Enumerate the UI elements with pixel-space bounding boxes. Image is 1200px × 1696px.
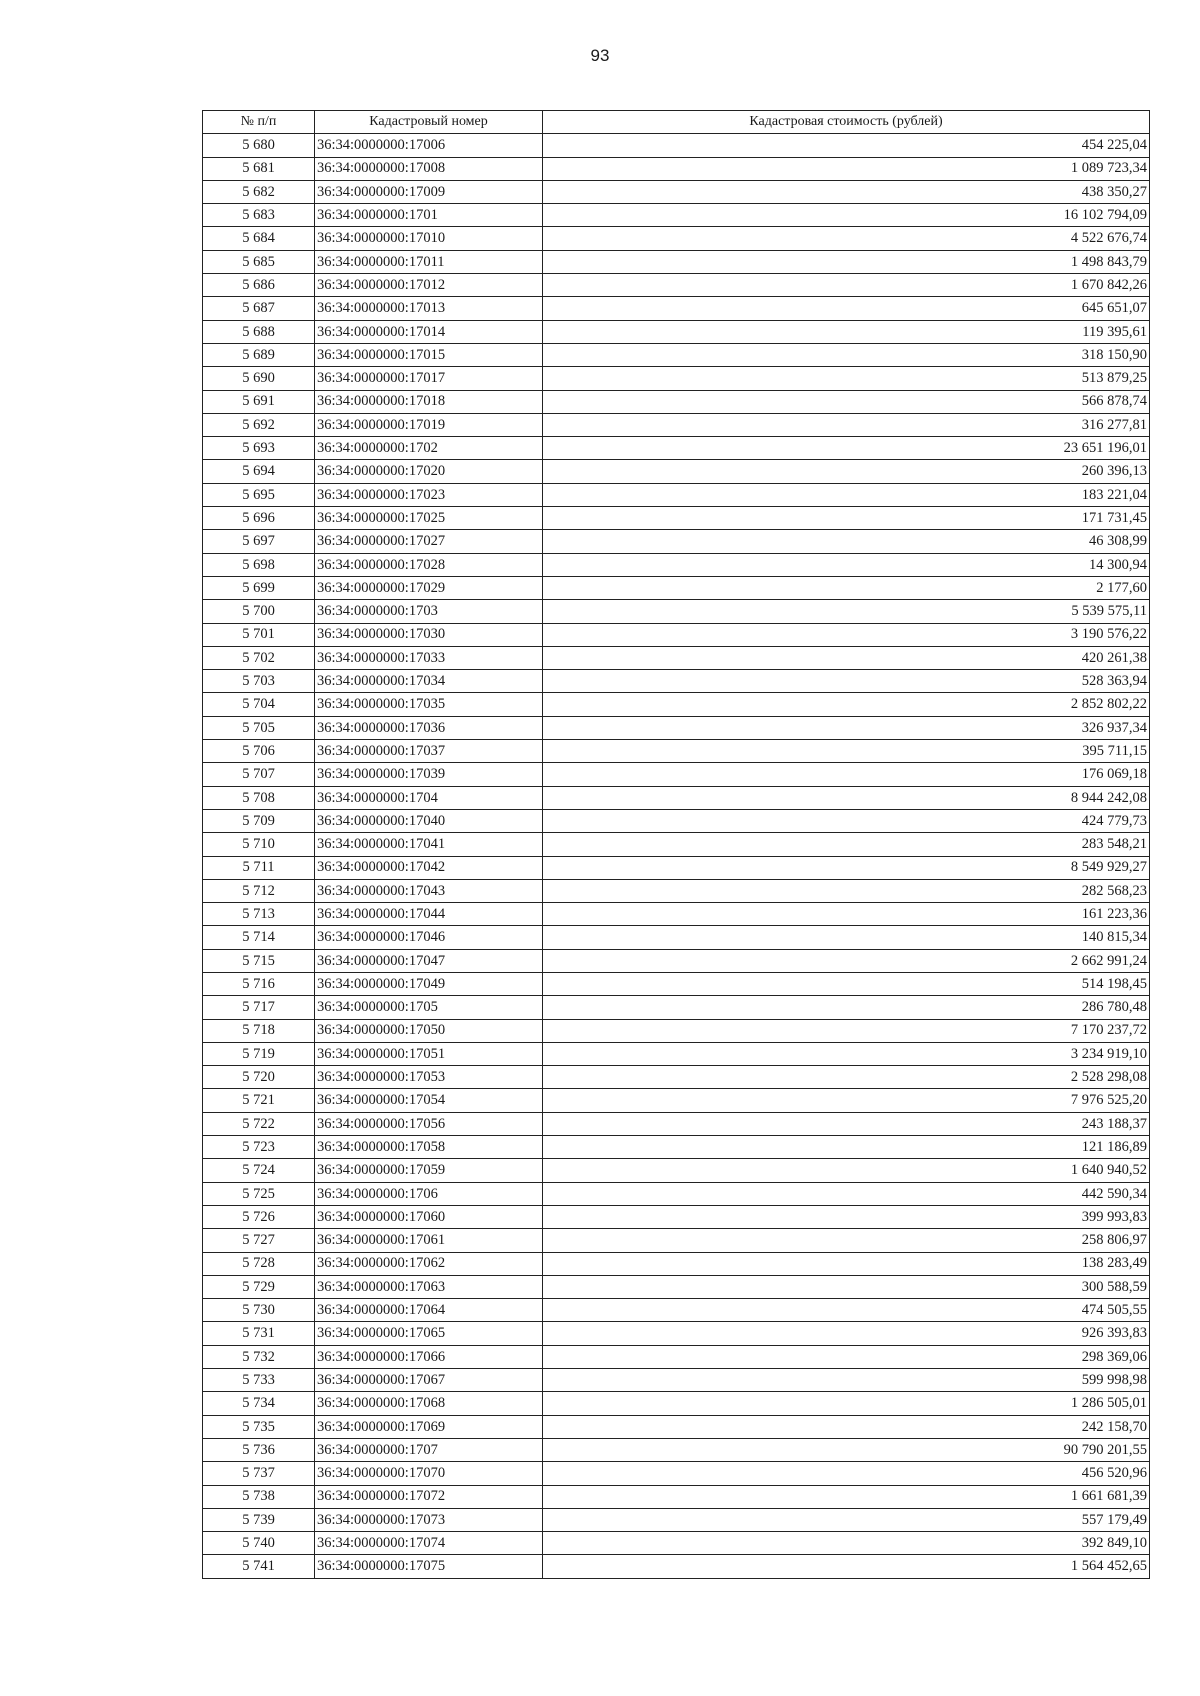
- table-row: [203, 1042, 1150, 1065]
- cadastral-number-cell: 36:34:0000000:17009: [315, 180, 543, 203]
- table-row: [203, 1462, 1150, 1485]
- cadastral-value-cell: 424 779,73: [543, 809, 1150, 832]
- row-number-cell: 5 687: [203, 297, 315, 320]
- row-number-cell: 5 693: [203, 437, 315, 460]
- cadastral-number-cell: 36:34:0000000:17028: [315, 553, 543, 576]
- cadastral-value-cell: 926 393,83: [543, 1322, 1150, 1345]
- cadastral-number-cell: 36:34:0000000:17062: [315, 1252, 543, 1275]
- cadastral-number-cell: 36:34:0000000:17074: [315, 1532, 543, 1555]
- row-number-cell: 5 735: [203, 1415, 315, 1438]
- cadastral-value-cell: 14 300,94: [543, 553, 1150, 576]
- cadastral-value-cell: 5 539 575,11: [543, 600, 1150, 623]
- cadastral-value-cell: 7 170 237,72: [543, 1019, 1150, 1042]
- row-number-cell: 5 712: [203, 879, 315, 902]
- cadastral-number-cell: 36:34:0000000:17029: [315, 576, 543, 599]
- table-row: [203, 1485, 1150, 1508]
- table-row: [203, 390, 1150, 413]
- table-row: [203, 1066, 1150, 1089]
- cadastral-value-cell: 392 849,10: [543, 1532, 1150, 1555]
- cadastral-number-cell: 36:34:0000000:17060: [315, 1205, 543, 1228]
- cadastral-number-cell: 36:34:0000000:17046: [315, 926, 543, 949]
- cadastral-value-cell: 90 790 201,55: [543, 1438, 1150, 1461]
- cadastral-number-cell: 36:34:0000000:17035: [315, 693, 543, 716]
- table-row: [203, 646, 1150, 669]
- row-number-cell: 5 688: [203, 320, 315, 343]
- cadastral-number-cell: 36:34:0000000:17070: [315, 1462, 543, 1485]
- cadastral-value-cell: 300 588,59: [543, 1275, 1150, 1298]
- cadastral-value-cell: 645 651,07: [543, 297, 1150, 320]
- cadastral-value-cell: 395 711,15: [543, 740, 1150, 763]
- cadastral-value-cell: 176 069,18: [543, 763, 1150, 786]
- table-row: [203, 763, 1150, 786]
- cadastral-number-cell: 36:34:0000000:17012: [315, 274, 543, 297]
- row-number-cell: 5 728: [203, 1252, 315, 1275]
- cadastral-value-cell: 1 640 940,52: [543, 1159, 1150, 1182]
- row-number-cell: 5 723: [203, 1136, 315, 1159]
- cadastral-number-cell: 36:34:0000000:17013: [315, 297, 543, 320]
- table-row: [203, 460, 1150, 483]
- cadastral-number-cell: 36:34:0000000:17039: [315, 763, 543, 786]
- table-row: [203, 180, 1150, 203]
- cadastral-number-cell: 36:34:0000000:17072: [315, 1485, 543, 1508]
- cadastral-value-cell: 474 505,55: [543, 1299, 1150, 1322]
- header-cadastral-value: Кадастровая стоимость (рублей): [543, 111, 1150, 134]
- cadastral-value-cell: 7 976 525,20: [543, 1089, 1150, 1112]
- table-row: [203, 1182, 1150, 1205]
- cadastral-number-cell: 36:34:0000000:17069: [315, 1415, 543, 1438]
- row-number-cell: 5 698: [203, 553, 315, 576]
- page-number: 93: [590, 46, 610, 65]
- row-number-cell: 5 734: [203, 1392, 315, 1415]
- cadastral-number-cell: 36:34:0000000:1705: [315, 996, 543, 1019]
- table-row: [203, 1415, 1150, 1438]
- cadastral-value-cell: 438 350,27: [543, 180, 1150, 203]
- cadastral-value-cell: 4 522 676,74: [543, 227, 1150, 250]
- cadastral-value-cell: 3 234 919,10: [543, 1042, 1150, 1065]
- table-row: [203, 1205, 1150, 1228]
- row-number-cell: 5 731: [203, 1322, 315, 1345]
- row-number-cell: 5 724: [203, 1159, 315, 1182]
- cadastral-value-cell: 1 089 723,34: [543, 157, 1150, 180]
- table-body: [203, 134, 1150, 1578]
- cadastral-number-cell: 36:34:0000000:17061: [315, 1229, 543, 1252]
- table-row: [203, 483, 1150, 506]
- table-header-row: [203, 111, 1150, 134]
- table-row: [203, 204, 1150, 227]
- table-row: [203, 157, 1150, 180]
- cadastral-value-cell: 119 395,61: [543, 320, 1150, 343]
- cadastral-value-cell: 420 261,38: [543, 646, 1150, 669]
- cadastral-number-cell: 36:34:0000000:17056: [315, 1112, 543, 1135]
- table-row: [203, 1555, 1150, 1578]
- table-row: [203, 740, 1150, 763]
- cadastral-value-cell: 1 670 842,26: [543, 274, 1150, 297]
- row-number-cell: 5 707: [203, 763, 315, 786]
- table-row: [203, 1299, 1150, 1322]
- table-row: [203, 507, 1150, 530]
- cadastral-number-cell: 36:34:0000000:17034: [315, 670, 543, 693]
- cadastral-value-cell: 566 878,74: [543, 390, 1150, 413]
- table-row: [203, 437, 1150, 460]
- table-row: [203, 693, 1150, 716]
- cadastral-number-cell: 36:34:0000000:17047: [315, 949, 543, 972]
- cadastral-number-cell: 36:34:0000000:17010: [315, 227, 543, 250]
- cadastral-number-cell: 36:34:0000000:17036: [315, 716, 543, 739]
- row-number-cell: 5 699: [203, 576, 315, 599]
- cadastral-value-cell: 528 363,94: [543, 670, 1150, 693]
- table-row: [203, 576, 1150, 599]
- row-number-cell: 5 740: [203, 1532, 315, 1555]
- table-row: [203, 1136, 1150, 1159]
- row-number-cell: 5 715: [203, 949, 315, 972]
- row-number-cell: 5 703: [203, 670, 315, 693]
- cadastral-number-cell: 36:34:0000000:17065: [315, 1322, 543, 1345]
- cadastral-value-cell: 46 308,99: [543, 530, 1150, 553]
- row-number-cell: 5 713: [203, 903, 315, 926]
- cadastral-number-cell: 36:34:0000000:17075: [315, 1555, 543, 1578]
- cadastral-number-cell: 36:34:0000000:17063: [315, 1275, 543, 1298]
- cadastral-value-cell: 171 731,45: [543, 507, 1150, 530]
- cadastral-value-cell: 283 548,21: [543, 833, 1150, 856]
- cadastral-number-cell: 36:34:0000000:17030: [315, 623, 543, 646]
- cadastral-number-cell: 36:34:0000000:17058: [315, 1136, 543, 1159]
- cadastral-value-cell: 2 528 298,08: [543, 1066, 1150, 1089]
- row-number-cell: 5 681: [203, 157, 315, 180]
- row-number-cell: 5 697: [203, 530, 315, 553]
- table-row: [203, 1089, 1150, 1112]
- cadastral-number-cell: 36:34:0000000:17050: [315, 1019, 543, 1042]
- row-number-cell: 5 717: [203, 996, 315, 1019]
- cadastral-value-cell: 2 662 991,24: [543, 949, 1150, 972]
- row-number-cell: 5 704: [203, 693, 315, 716]
- row-number-cell: 5 710: [203, 833, 315, 856]
- cadastral-number-cell: 36:34:0000000:17025: [315, 507, 543, 530]
- cadastral-value-cell: 8 549 929,27: [543, 856, 1150, 879]
- cadastral-number-cell: 36:34:0000000:17053: [315, 1066, 543, 1089]
- cadastral-number-cell: 36:34:0000000:17027: [315, 530, 543, 553]
- cadastral-number-cell: 36:34:0000000:1706: [315, 1182, 543, 1205]
- table-row: [203, 926, 1150, 949]
- cadastral-value-cell: 286 780,48: [543, 996, 1150, 1019]
- cadastral-number-cell: 36:34:0000000:17067: [315, 1369, 543, 1392]
- table-row: [203, 903, 1150, 926]
- cadastral-number-cell: 36:34:0000000:17037: [315, 740, 543, 763]
- cadastral-number-cell: 36:34:0000000:1701: [315, 204, 543, 227]
- cadastral-value-cell: 442 590,34: [543, 1182, 1150, 1205]
- table-row: [203, 250, 1150, 273]
- table-row: [203, 623, 1150, 646]
- row-number-cell: 5 721: [203, 1089, 315, 1112]
- table-row: [203, 1438, 1150, 1461]
- cadastral-value-cell: 599 998,98: [543, 1369, 1150, 1392]
- row-number-cell: 5 736: [203, 1438, 315, 1461]
- cadastral-number-cell: 36:34:0000000:17044: [315, 903, 543, 926]
- table-row: [203, 809, 1150, 832]
- table-row: [203, 833, 1150, 856]
- cadastral-value-cell: 8 944 242,08: [543, 786, 1150, 809]
- row-number-cell: 5 685: [203, 250, 315, 273]
- row-number-cell: 5 680: [203, 134, 315, 157]
- cadastral-value-cell: 260 396,13: [543, 460, 1150, 483]
- row-number-cell: 5 716: [203, 972, 315, 995]
- cadastral-number-cell: 36:34:0000000:17054: [315, 1089, 543, 1112]
- cadastral-number-cell: 36:34:0000000:17006: [315, 134, 543, 157]
- cadastral-value-cell: 138 283,49: [543, 1252, 1150, 1275]
- cadastral-number-cell: 36:34:0000000:17043: [315, 879, 543, 902]
- table-row: [203, 274, 1150, 297]
- cadastral-number-cell: 36:34:0000000:1703: [315, 600, 543, 623]
- cadastral-number-cell: 36:34:0000000:17018: [315, 390, 543, 413]
- table-row: [203, 1252, 1150, 1275]
- table-row: [203, 670, 1150, 693]
- cadastral-value-cell: 326 937,34: [543, 716, 1150, 739]
- row-number-cell: 5 691: [203, 390, 315, 413]
- cadastral-value-cell: 514 198,45: [543, 972, 1150, 995]
- cadastral-number-cell: 36:34:0000000:17051: [315, 1042, 543, 1065]
- cadastral-number-cell: 36:34:0000000:17014: [315, 320, 543, 343]
- table-row: [203, 1369, 1150, 1392]
- cadastral-value-cell: 16 102 794,09: [543, 204, 1150, 227]
- cadastral-value-cell: 140 815,34: [543, 926, 1150, 949]
- row-number-cell: 5 718: [203, 1019, 315, 1042]
- table-row: [203, 1345, 1150, 1368]
- cadastral-number-cell: 36:34:0000000:17064: [315, 1299, 543, 1322]
- table-row: [203, 1322, 1150, 1345]
- cadastral-number-cell: 36:34:0000000:17019: [315, 413, 543, 436]
- table-row: [203, 320, 1150, 343]
- cadastral-value-cell: 258 806,97: [543, 1229, 1150, 1252]
- cadastral-value-cell: 557 179,49: [543, 1508, 1150, 1531]
- cadastral-value-cell: 1 564 452,65: [543, 1555, 1150, 1578]
- table-row: [203, 413, 1150, 436]
- table-row: [203, 1159, 1150, 1182]
- cadastral-value-cell: 1 661 681,39: [543, 1485, 1150, 1508]
- row-number-cell: 5 686: [203, 274, 315, 297]
- row-number-cell: 5 730: [203, 1299, 315, 1322]
- cadastral-value-cell: 242 158,70: [543, 1415, 1150, 1438]
- cadastral-value-cell: 1 498 843,79: [543, 250, 1150, 273]
- row-number-cell: 5 683: [203, 204, 315, 227]
- table-row: [203, 856, 1150, 879]
- cadastral-number-cell: 36:34:0000000:1704: [315, 786, 543, 809]
- cadastral-number-cell: 36:34:0000000:17011: [315, 250, 543, 273]
- row-number-cell: 5 696: [203, 507, 315, 530]
- table-row: [203, 1508, 1150, 1531]
- cadastral-number-cell: 36:34:0000000:17040: [315, 809, 543, 832]
- row-number-cell: 5 725: [203, 1182, 315, 1205]
- row-number-cell: 5 733: [203, 1369, 315, 1392]
- cadastral-value-cell: 298 369,06: [543, 1345, 1150, 1368]
- row-number-cell: 5 741: [203, 1555, 315, 1578]
- row-number-cell: 5 719: [203, 1042, 315, 1065]
- table-row: [203, 1532, 1150, 1555]
- cadastral-value-cell: 3 190 576,22: [543, 623, 1150, 646]
- row-number-cell: 5 711: [203, 856, 315, 879]
- cadastral-number-cell: 36:34:0000000:17059: [315, 1159, 543, 1182]
- cadastral-value-cell: 513 879,25: [543, 367, 1150, 390]
- cadastral-value-cell: 399 993,83: [543, 1205, 1150, 1228]
- table-row: [203, 786, 1150, 809]
- cadastral-value-cell: 121 186,89: [543, 1136, 1150, 1159]
- cadastral-value-cell: 243 188,37: [543, 1112, 1150, 1135]
- cadastral-value-cell: 2 177,60: [543, 576, 1150, 599]
- row-number-cell: 5 726: [203, 1205, 315, 1228]
- row-number-cell: 5 729: [203, 1275, 315, 1298]
- cadastral-number-cell: 36:34:0000000:17066: [315, 1345, 543, 1368]
- cadastral-number-cell: 36:34:0000000:17042: [315, 856, 543, 879]
- row-number-cell: 5 695: [203, 483, 315, 506]
- row-number-cell: 5 700: [203, 600, 315, 623]
- table-row: [203, 553, 1150, 576]
- row-number-cell: 5 701: [203, 623, 315, 646]
- table-row: [203, 1019, 1150, 1042]
- table-row: [203, 716, 1150, 739]
- table-row: [203, 343, 1150, 366]
- cadastral-number-cell: 36:34:0000000:17068: [315, 1392, 543, 1415]
- cadastral-number-cell: 36:34:0000000:17020: [315, 460, 543, 483]
- row-number-cell: 5 705: [203, 716, 315, 739]
- row-number-cell: 5 692: [203, 413, 315, 436]
- cadastral-number-cell: 36:34:0000000:17049: [315, 972, 543, 995]
- cadastral-value-cell: 2 852 802,22: [543, 693, 1150, 716]
- cadastral-number-cell: 36:34:0000000:17008: [315, 157, 543, 180]
- table-row: [203, 367, 1150, 390]
- cadastral-number-cell: 36:34:0000000:17041: [315, 833, 543, 856]
- table-row: [203, 1229, 1150, 1252]
- row-number-cell: 5 720: [203, 1066, 315, 1089]
- cadastral-value-table: [202, 110, 1150, 1579]
- row-number-cell: 5 739: [203, 1508, 315, 1531]
- table-row: [203, 972, 1150, 995]
- cadastral-value-cell: 1 286 505,01: [543, 1392, 1150, 1415]
- cadastral-number-cell: 36:34:0000000:17023: [315, 483, 543, 506]
- cadastral-value-cell: 318 150,90: [543, 343, 1150, 366]
- table-row: [203, 297, 1150, 320]
- cadastral-number-cell: 36:34:0000000:1702: [315, 437, 543, 460]
- table-row: [203, 879, 1150, 902]
- cadastral-value-cell: 183 221,04: [543, 483, 1150, 506]
- table-row: [203, 1392, 1150, 1415]
- row-number-cell: 5 714: [203, 926, 315, 949]
- row-number-cell: 5 690: [203, 367, 315, 390]
- table-row: [203, 530, 1150, 553]
- cadastral-number-cell: 36:34:0000000:17015: [315, 343, 543, 366]
- row-number-cell: 5 732: [203, 1345, 315, 1368]
- row-number-cell: 5 722: [203, 1112, 315, 1135]
- row-number-cell: 5 738: [203, 1485, 315, 1508]
- cadastral-number-cell: 36:34:0000000:17017: [315, 367, 543, 390]
- row-number-cell: 5 709: [203, 809, 315, 832]
- cadastral-value-cell: 454 225,04: [543, 134, 1150, 157]
- table-row: [203, 227, 1150, 250]
- cadastral-value-cell: 23 651 196,01: [543, 437, 1150, 460]
- header-row-number: № п/п: [203, 111, 315, 134]
- row-number-cell: 5 682: [203, 180, 315, 203]
- table-row: [203, 134, 1150, 157]
- table-row: [203, 949, 1150, 972]
- row-number-cell: 5 727: [203, 1229, 315, 1252]
- table-row: [203, 600, 1150, 623]
- table-row: [203, 996, 1150, 1019]
- row-number-cell: 5 694: [203, 460, 315, 483]
- cadastral-number-cell: 36:34:0000000:17073: [315, 1508, 543, 1531]
- row-number-cell: 5 689: [203, 343, 315, 366]
- row-number-cell: 5 684: [203, 227, 315, 250]
- header-cadastral-number: Кадастровый номер: [315, 111, 543, 134]
- table-row: [203, 1275, 1150, 1298]
- cadastral-value-cell: 316 277,81: [543, 413, 1150, 436]
- cadastral-number-cell: 36:34:0000000:1707: [315, 1438, 543, 1461]
- cadastral-value-cell: 282 568,23: [543, 879, 1150, 902]
- row-number-cell: 5 702: [203, 646, 315, 669]
- row-number-cell: 5 708: [203, 786, 315, 809]
- table-row: [203, 1112, 1150, 1135]
- row-number-cell: 5 737: [203, 1462, 315, 1485]
- cadastral-value-cell: 161 223,36: [543, 903, 1150, 926]
- row-number-cell: 5 706: [203, 740, 315, 763]
- cadastral-value-cell: 456 520,96: [543, 1462, 1150, 1485]
- cadastral-number-cell: 36:34:0000000:17033: [315, 646, 543, 669]
